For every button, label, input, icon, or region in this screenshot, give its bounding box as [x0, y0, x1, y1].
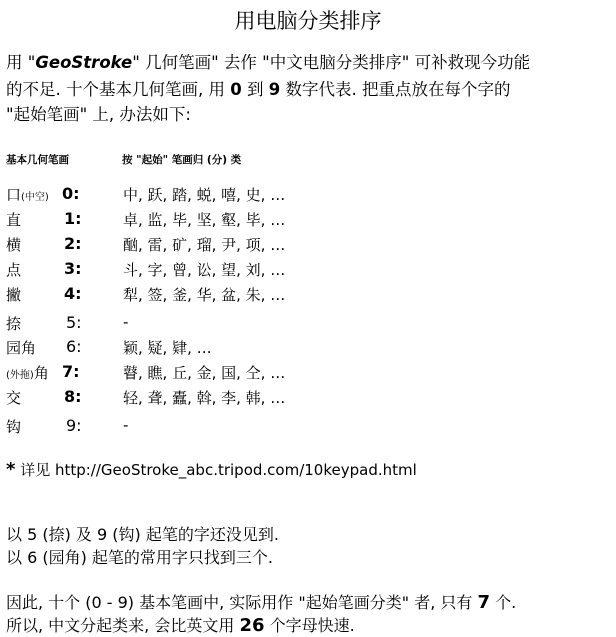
footnote-star: *	[6, 459, 16, 480]
footnote	[6, 459, 417, 480]
conclusion2-suffix: 个字母快速.	[264, 616, 355, 635]
stroke-number-5: 5:	[66, 313, 82, 332]
stroke-label: 捺	[6, 315, 22, 333]
stroke-name-5	[6, 313, 21, 334]
stroke-name-8	[6, 387, 21, 408]
stroke-name-0	[6, 184, 49, 205]
footnote-text: 详见 http://GeoStroke_abc.tripod.com/10keypad.html	[15, 461, 417, 479]
stroke-name-6	[6, 337, 36, 358]
stroke-number-9: 9:	[66, 416, 82, 435]
stroke-number-4: 4:	[64, 284, 82, 303]
stroke-name-2	[6, 234, 21, 255]
header-classification: 按 "起始" 笔画归 (分) 类	[122, 154, 242, 166]
stroke-label: 直	[6, 211, 22, 229]
note-1: 以 5 (捺) 及 9 (钩) 起笔的字还没见到.	[6, 525, 279, 544]
intro-line2-mid: 到	[241, 80, 269, 99]
header-basic-strokes: 基本几何笔画	[6, 154, 69, 166]
stroke-example-chars-5: -	[123, 313, 129, 331]
conclusion-1	[6, 590, 516, 613]
stroke-label: 撇	[6, 286, 22, 304]
stroke-label: 点	[6, 261, 22, 279]
stroke-number-7: 7:	[62, 362, 80, 381]
note-2: 以 6 (园角) 起笔的常用字只找到三个.	[6, 548, 274, 567]
conclusion1-suffix: 个.	[490, 593, 517, 612]
stroke-number-6: 6:	[66, 337, 82, 356]
stroke-note: (外拖)	[6, 370, 34, 381]
stroke-example-chars-6: 颖, 疑, 肄, …	[123, 339, 212, 357]
stroke-example-chars-2: 酗, 雷, 矿, 瑠, 尹, 项, …	[123, 236, 286, 254]
page-title: 用电脑分类排序	[234, 9, 382, 33]
intro-line2-suffix: 数字代表. 把重点放在每个字的	[280, 80, 511, 99]
intro-line1-prefix: 用 "	[6, 53, 36, 72]
intro-line-1	[6, 52, 530, 73]
stroke-name-9	[6, 416, 21, 437]
stroke-label: 角	[33, 364, 49, 382]
stroke-label: 横	[6, 236, 22, 254]
brand-name: GeoStroke	[35, 53, 133, 72]
stroke-example-chars-4: 犁, 签, 釜, 华, 盆, 朱, …	[123, 286, 286, 304]
stroke-note: (中空)	[21, 192, 49, 203]
stroke-number-8: 8:	[64, 387, 82, 406]
intro-line2-prefix: 的不足. 十个基本几何笔画, 用	[6, 80, 231, 99]
intro-num-9: 9	[268, 80, 281, 99]
stroke-label: 钩	[6, 418, 22, 436]
conclusion-2	[6, 613, 355, 636]
stroke-example-chars-3: 斗, 字, 曾, 讼, 望, 刘, …	[123, 261, 286, 279]
intro-line1-mid: " 几何笔画" 去作 "中文电脑分类排序" 可补救现今功能	[132, 53, 531, 72]
stroke-number-0: 0:	[62, 184, 80, 203]
stroke-name-7	[6, 362, 49, 383]
conclusion1-num: 7	[477, 592, 490, 613]
stroke-example-chars-9: -	[123, 416, 129, 434]
conclusion2-num: 26	[239, 615, 265, 636]
conclusion1-prefix: 因此, 十个 (0 - 9) 基本笔画中, 实际用作 "起始笔画分类" 者, 只有	[6, 593, 478, 612]
stroke-example-chars-8: 轻, 聋, 蠹, 斡, 李, 韩, …	[123, 389, 286, 407]
stroke-number-3: 3:	[64, 259, 82, 278]
stroke-number-2: 2:	[64, 234, 82, 253]
intro-line-3: "起始笔画" 上, 办法如下:	[6, 105, 191, 124]
stroke-example-chars-1: 卓, 监, 毕, 坚, 壑, 毕, …	[123, 211, 286, 229]
conclusion2-prefix: 所以, 中文分起类来, 会比英文用	[6, 616, 240, 635]
stroke-label: 园角	[6, 339, 37, 357]
stroke-label: 交	[6, 389, 22, 407]
stroke-number-1: 1:	[64, 209, 82, 228]
stroke-name-4	[6, 284, 21, 305]
intro-num-0: 0	[230, 80, 242, 99]
stroke-label: 口	[6, 186, 22, 204]
stroke-name-3	[6, 259, 21, 280]
stroke-example-chars-7: 瞽, 瞧, 丘, 金, 国, 仝, …	[123, 364, 286, 382]
intro-line-2	[6, 79, 510, 100]
stroke-name-1	[6, 209, 21, 230]
stroke-example-chars-0: 中, 跃, 踏, 蜕, 嘻, 史, …	[123, 186, 286, 204]
